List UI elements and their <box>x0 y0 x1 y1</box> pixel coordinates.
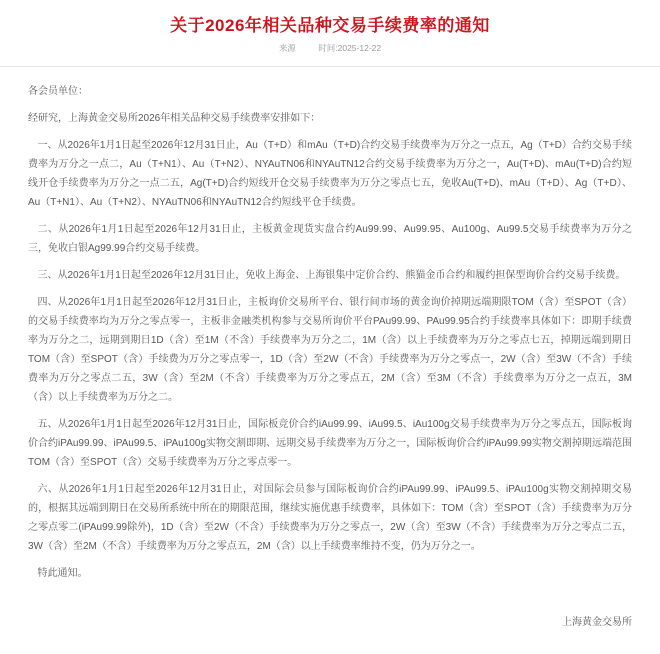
issuer-signature: 上海黄金交易所 <box>562 617 632 628</box>
closing-line: 特此通知。 <box>37 568 88 579</box>
intro-line: 经研究，上海黄金交易所2026年相关品种交易手续费率安排如下： <box>28 113 321 124</box>
paragraph-3: 三、从2026年1月1日起至2026年12月31日止，免收上海金、上海银集中定价合约、熊猫金币合约和履约担保型询价合约交易手续费。 <box>37 270 626 281</box>
paragraph-2: 二、从2026年1月1日起至2026年12月31日止，主板黄金现货实盘合约Au99.99、Au99.95、Au100g、Au99.5交易手续费率为万分之三，免收白银Ag99.99合约交易手续费。 <box>28 224 632 254</box>
page-title: 关于2026年相关品种交易手续费率的通知 <box>170 16 490 35</box>
paragraph-1: 一、从2026年1月1日起至2026年12月31日止，Au（T+D）和mAu（T+D)合约交易手续费率为万分之一点五，Ag（T+D）合约交易手续费率为万分之一点二，Au（T+N1）、Au（T+N2）、NYAuTN06和NYAuTN12合约交易手续费率为万分之一，Au(T+D)、mAu(T+D)合约短线开仓手续费率为万分之一点二五，Ag(T+D)合约短线开仓交易手续费率为万分之零点七五，免收Au(T+D)、mAu（T+D）、Ag（T+D）、Au（T+N1）、Au（T+N2）、NYAuTN06和NYAuTN12合约短线平仓手续费。 <box>28 140 632 208</box>
source-label: 来源 <box>278 43 296 53</box>
publish-time: 时间:2025-12-22 <box>318 43 382 53</box>
paragraph-4: 四、从2026年1月1日起至2026年12月31日止，主板询价交易所平台、银行间市场的黄金询价掉期远端期限TOM（含）至SPOT（含）的交易手续费率均为万分之零点零一，主板非金融类机构参与交易所询价平台PAu99.99、PAu99.95合约手续费率具体如下：即期手续费率为万分之二，远期到期日1D（含）至1M（不含）手续费率为万分之二，1M（含）以上手续费率为万分之零点七五，掉期远端到期日TOM（含）至SPOT（含）手续费为万分之零点零一，1D（含）至2W（不含）手续费率为万分之零点一，2W（含）至3W（不含）手续费率为万分之零点二五，3W（含）至2M（不含）手续费率为万分之零点五，2M（含）至3M（不含）手续费率为万分之一点五，3M（含）以上手续费率为万分之二。 <box>28 297 632 403</box>
salutation: 各会员单位： <box>28 86 88 97</box>
paragraph-6: 六、从2026年1月1日起至2026年12月31日止，对国际会员参与国际板询价合约iPAu99.99、iPAu99.5、iPAu100g实物交割掉期交易的，根据其远端到期日在交易所系统中所在的期限范围，继续实施优惠手续费率，具体如下：TOM（含）至SPOT（含）手续费率为万分之零点零二(iPAu99.99除外)，1D（含）至2W（不含）手续费率为万分之零点一，2W（含）至3W（不含）手续费率为万分之零点二五，3W（含）至2M（不含）手续费率为万分之零点五，2M（含）以上手续费率维持不变，仍为万分之一。 <box>28 484 632 552</box>
meta-line <box>0 42 660 54</box>
notice-body <box>0 67 660 646</box>
paragraph-5: 五、从2026年1月1日起至2026年12月31日止，国际板竞价合约iAu99.99、iAu99.5、iAu100g交易手续费率为万分之零点五，国际板询价合约iPAu99.99、iPAu99.5、iPAu100g实物交割即期、远期交易手续费率为万分之一，国际板询价合约iPAu99.99实物交割掉期远端范围TOM（含）至SPOT（含）交易手续费率为万分之零点零一。 <box>28 419 632 468</box>
